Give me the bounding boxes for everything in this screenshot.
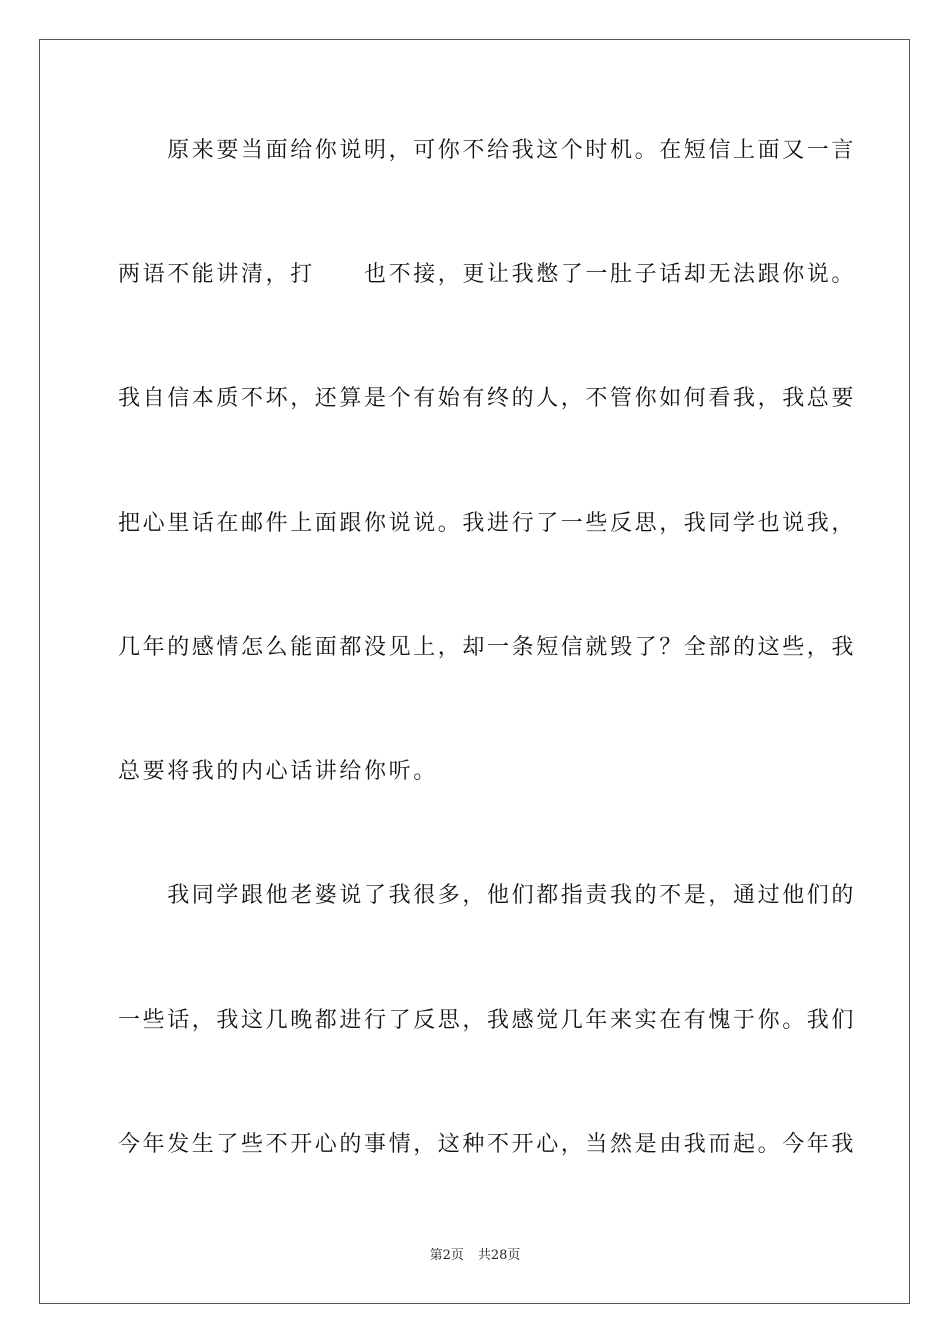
page-frame bbox=[39, 39, 910, 1304]
paragraph-line: 把心里话在邮件上面跟你说说。我进行了一些反思，我同学也说我， bbox=[118, 511, 857, 536]
paragraph-line: 我自信本质不坏，还算是个有始有终的人，不管你如何看我，我总要 bbox=[118, 386, 857, 411]
paragraph-line: 两语不能讲清，打 也不接，更让我憋了一肚子话却无法跟你说。 bbox=[118, 262, 857, 287]
paragraph-line: 几年的感情怎么能面都没见上，却一条短信就毁了？全部的这些，我 bbox=[118, 635, 857, 660]
paragraph-line: 我同学跟他老婆说了我很多，他们都指责我的不是，通过他们的 bbox=[118, 883, 857, 908]
paragraph-line: 一些话，我这几晚都进行了反思，我感觉几年来实在有愧于你。我们 bbox=[118, 1008, 857, 1033]
page-footer bbox=[0, 1247, 950, 1265]
page-total: 共28页 bbox=[477, 1248, 521, 1263]
page-number: 第2页 bbox=[429, 1248, 464, 1263]
paragraph-line: 原来要当面给你说明，可你不给我这个时机。在短信上面又一言 bbox=[118, 138, 857, 163]
paragraph-line: 总要将我的内心话讲给你听。 bbox=[118, 759, 438, 784]
paragraph-line: 今年发生了些不开心的事情，这种不开心，当然是由我而起。今年我 bbox=[118, 1132, 857, 1157]
